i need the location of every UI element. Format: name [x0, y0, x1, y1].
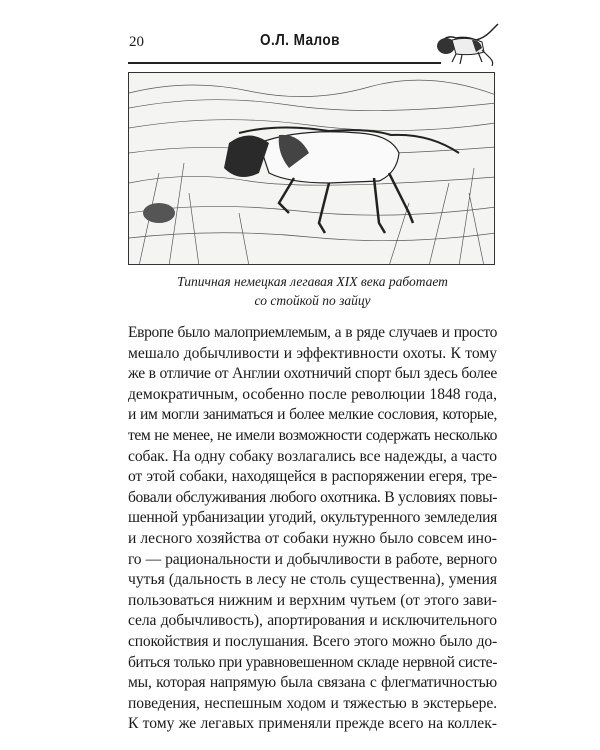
- text-line: бовали обслуживания любого охотника. В условиях повы-: [128, 488, 497, 506]
- text-line: чутья (дальность в лесу не столь существенна), умения: [128, 571, 497, 589]
- text-line: и им могли заниматься и более мелкие сословия, которые,: [128, 406, 497, 424]
- text-line: спокойствия и послушания. Всего этого можно было до-: [128, 632, 497, 650]
- text-line: села добычливость), апортирования и исключительного: [128, 612, 497, 630]
- page-number: 20: [129, 34, 144, 50]
- text-line: Европе было малоприемлемым, а в ряде случаев и просто: [128, 324, 497, 341]
- text-line: от этой собаки, находящейся в распоряжении егеря, тре-: [128, 468, 497, 486]
- figure-caption: [128, 272, 497, 310]
- text-line: демократичным, особенно после революции 1848 года,: [128, 385, 497, 403]
- text-line: го — рациональности и добычливости в работе, верного: [128, 550, 497, 568]
- engraving-image: [129, 73, 495, 265]
- body-text: [128, 323, 497, 735]
- text-line: поведения, неспешным ходом и тяжестью в экстерьере.: [128, 694, 497, 712]
- text-line: собак. На одну собаку возлагались все надежды, а часто: [128, 447, 497, 465]
- text-line: биться только при уравновешенном складе нервной систе-: [128, 653, 497, 671]
- dog-vignette-icon: [432, 22, 502, 70]
- text-line: пользоваться нижним и верхним чутьем (от этого зави-: [128, 591, 497, 609]
- text-line: шенной урбанизации угодий, окультуренного земледелия: [128, 509, 497, 527]
- illustration-pointer-dog: [128, 72, 495, 265]
- header-rule: [128, 62, 441, 64]
- text-line: мы, которая напрямую была связана с флегматичностью: [128, 674, 497, 692]
- text-line: К тому же легавых применяли прежде всего на коллек-: [128, 715, 497, 733]
- text-line: мешало добычливости и эффективности охоты. К тому: [128, 344, 497, 362]
- caption-line: Типичная немецкая легавая XIX века работает: [177, 274, 448, 289]
- running-title: О.Л. Малов: [260, 32, 340, 49]
- text-line: и лесного хозяйства от собаки нужно было совсем ино-: [128, 529, 497, 547]
- text-line: же в отличие от Англии охотничий спорт был здесь более: [128, 365, 497, 383]
- text-line: тем не менее, не имели возможности содержать несколько: [128, 426, 497, 444]
- caption-line: со стойкой по зайцу: [254, 293, 371, 308]
